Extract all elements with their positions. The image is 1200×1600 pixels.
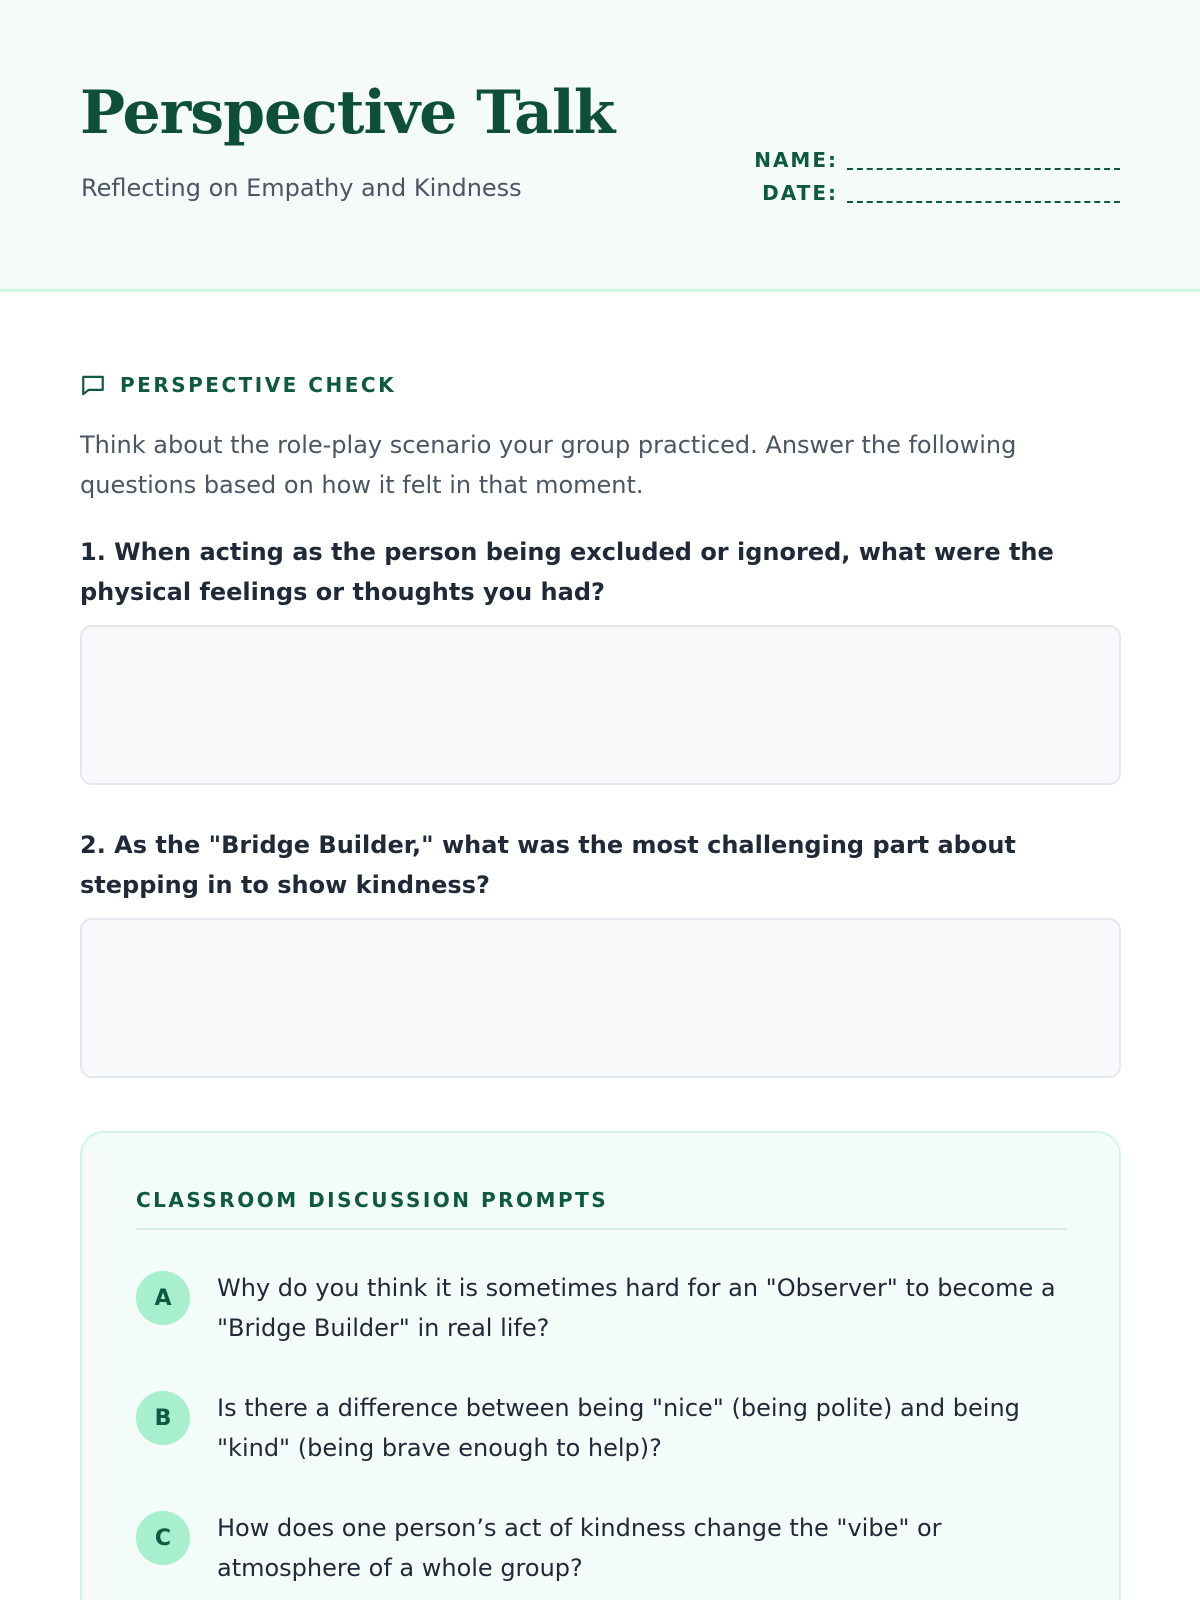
prompt-text-a: Why do you think it is sometimes hard for an "Observer" to become a "Bridge Builder" in real life? bbox=[217, 1274, 1056, 1342]
question-2: 2. As the "Bridge Builder," what was the most challenging part about stepping in to show kindness? bbox=[80, 831, 1016, 899]
discussion-panel bbox=[80, 1131, 1121, 1600]
discussion-prompt-c bbox=[136, 1508, 1056, 1588]
prompt-text-c: How does one person’s act of kindness change the "vibe" or atmosphere of a whole group? bbox=[217, 1514, 942, 1582]
name-field bbox=[754, 148, 1120, 172]
discussion-divider bbox=[136, 1228, 1067, 1230]
prompt-badge-b: B bbox=[136, 1391, 190, 1445]
date-blank-line[interactable] bbox=[847, 183, 1120, 203]
prompt-badge-a: A bbox=[136, 1271, 190, 1325]
name-blank-line[interactable] bbox=[847, 150, 1120, 170]
section-intro: Think about the role-play scenario your group practiced. Answer the following questions based on how it felt in that moment. bbox=[80, 431, 1017, 499]
section-heading bbox=[80, 372, 396, 398]
name-label: NAME: bbox=[754, 148, 838, 172]
date-field bbox=[762, 181, 1120, 205]
discussion-title: CLASSROOM DISCUSSION PROMPTS bbox=[136, 1188, 609, 1212]
worksheet-header bbox=[0, 0, 1200, 292]
prompt-text-b: Is there a difference between being "nice" (being polite) and being "kind" (being brave enough to help)? bbox=[217, 1394, 1020, 1462]
question-1: 1. When acting as the person being excluded or ignored, what were the physical feelings or thoughts you had? bbox=[80, 538, 1054, 606]
page-title: Perspective Talk bbox=[80, 78, 615, 148]
section-label: PERSPECTIVE CHECK bbox=[120, 373, 397, 397]
chat-bubble-icon bbox=[80, 372, 106, 398]
date-label: DATE: bbox=[762, 181, 838, 205]
page-subtitle: Reflecting on Empathy and Kindness bbox=[81, 174, 522, 202]
answer-box-2[interactable] bbox=[80, 918, 1121, 1078]
prompt-badge-c: C bbox=[136, 1511, 190, 1565]
discussion-prompt-b bbox=[136, 1388, 1056, 1468]
discussion-prompt-a bbox=[136, 1268, 1056, 1348]
answer-box-1[interactable] bbox=[80, 625, 1121, 785]
